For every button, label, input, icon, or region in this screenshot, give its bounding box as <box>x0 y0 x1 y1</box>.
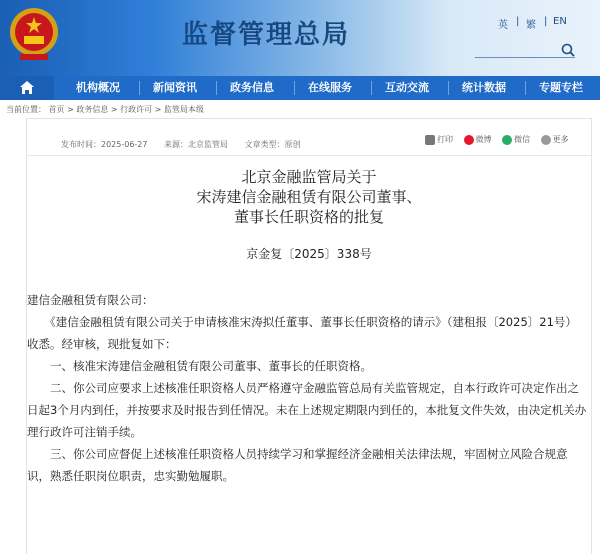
wechat-icon <box>502 135 512 145</box>
nav-item-about[interactable]: 机构概况 <box>76 81 120 94</box>
search-icon[interactable] <box>560 42 576 58</box>
lang-english[interactable]: EN <box>553 16 567 27</box>
site-header: 监督管理总局 英 | 繁 | EN <box>0 0 600 76</box>
national-emblem-icon <box>8 4 60 64</box>
more-share-button[interactable]: 更多 <box>541 134 569 145</box>
main-nav <box>0 76 600 100</box>
weibo-share-button[interactable]: 微博 <box>464 134 492 145</box>
divider <box>27 155 591 156</box>
article-type: 文章类型：原创 <box>244 140 301 149</box>
document-number: 京金复〔2025〕338号 <box>246 247 372 261</box>
nav-item-interaction[interactable]: 互动交流 <box>385 81 429 94</box>
article-meta <box>61 139 315 150</box>
nav-item-statistics[interactable]: 统计数据 <box>462 81 506 94</box>
share-bar <box>425 134 577 145</box>
nav-item-topics[interactable]: 专题专栏 <box>539 81 583 94</box>
nav-item-news[interactable]: 新闻资讯 <box>153 81 197 94</box>
article-panel <box>26 118 592 554</box>
paragraph-intro: 《建信金融租赁有限公司关于申请核准宋涛拟任董事、董事长任职资格的请示》（建租报〔2025〕21号）收悉。经审核，现批复如下： <box>27 315 577 351</box>
nav-item-services[interactable]: 在线服务 <box>308 81 352 94</box>
home-icon <box>0 76 54 100</box>
print-button[interactable]: 打印 <box>425 134 453 145</box>
lang-simplified[interactable]: 英 <box>498 20 508 31</box>
breadcrumb[interactable]: 当前位置： 首页 > 政务信息 > 行政许可 > 监管局本级 <box>6 105 204 114</box>
addressee: 建信金融租赁有限公司： <box>27 293 154 307</box>
weibo-icon <box>464 135 474 145</box>
article-title: 北京金融监管局关于 宋涛建信金融租赁有限公司董事、 董事长任职资格的批复 <box>196 168 422 226</box>
nav-home[interactable] <box>0 76 54 100</box>
paragraph-item-2: 二、你公司应要求上述核准任职资格人员严格遵守金融监管总局有关监管规定，自本行政许可决定作出之日起3个月内到任，并按要求及时报告到任情况。未在上述规定期限内到任的，本批复文件失效，由决定机关办理行政许可注销手续。 <box>27 381 587 439</box>
print-icon <box>425 135 435 145</box>
article-body <box>27 289 587 487</box>
nav-item-gov-info[interactable]: 政务信息 <box>230 81 274 94</box>
paragraph-item-1: 一、核准宋涛建信金融租赁有限公司董事、董事长的任职资格。 <box>27 359 372 373</box>
paragraph-item-3: 三、你公司应督促上述核准任职资格人员持续学习和掌握经济金融相关法律法规，牢固树立风险合规意识，熟悉任职岗位职责，忠实勤勉履职。 <box>27 447 568 483</box>
site-title[interactable]: 监督管理总局 <box>182 20 351 50</box>
publish-date: 发布时间：2025-06-27 <box>61 140 148 149</box>
lang-traditional[interactable]: 繁 <box>526 20 536 31</box>
wechat-share-button[interactable]: 微信 <box>502 134 530 145</box>
article-source: 来源：北京监管局 <box>164 140 229 149</box>
plus-icon <box>541 135 551 145</box>
